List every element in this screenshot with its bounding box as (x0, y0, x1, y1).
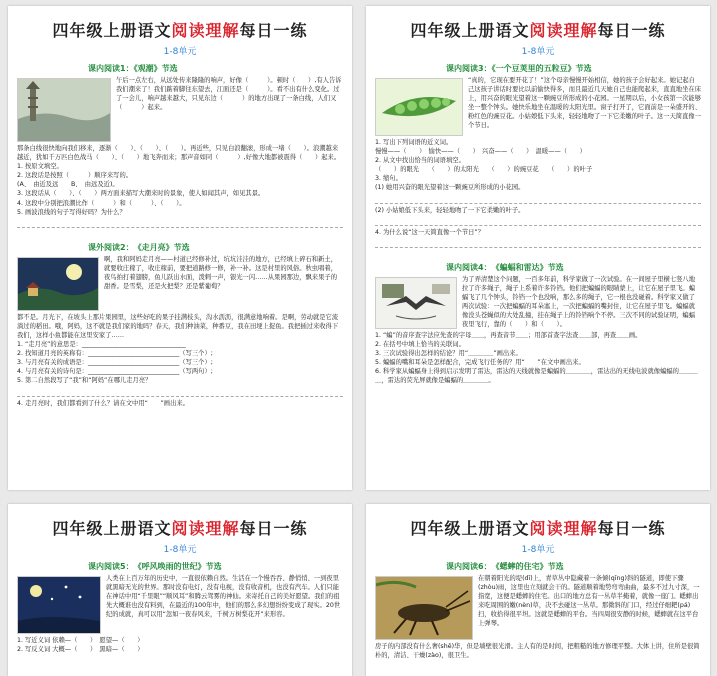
worksheet-page-3: 四年级上册语文阅读理解每日一练 1-8单元 课内阅读5： 《呼风唤雨的世纪》节选 人类在上百万年的历史中，一直很依赖自然。生活在一个慢吞吞、静悄悄、一到夜里就黑暗无光的世界。那时没有电灯，没有电视，没有收音机，也没有汽车。人们只能在神话中用“千里眼”“顺风耳”和腾云驾雾的神仙。来寄托自己的美好愿望。我们的祖先大概谁也没有料到，在最近的100年中，他们的那么多幻想纷纷变成了现实。20世纪的成就，真可以用“忽如一夜春风来，千树万树梨花开”来形容。 1. 写近义词 依赖—（ ） 愿望—（ ） 2. 写反义词 大概—（ ） 黑暗—（ ） (8, 504, 352, 676)
page-title: 四年级上册语文阅读理解每日一练 (52, 519, 308, 538)
unit-label: 1-8单元 (521, 545, 555, 555)
section-heading: 课内阅读3：《一个豆荚里的五粒豆》节选 (446, 64, 592, 73)
worksheet-page-1: 四年级上册语文阅读理解每日一练 1-8单元 课内阅读1：《观潮》节选 午后一点左右，从远处传来隆隆的响声，好像（ ）。顿时（ ）,有人告诉我们潮来了！我们踮着脚往东望去，江面还是（ ）。看不出有什么变化。过了一会儿，响声越来越大，只见东边（ ）的地方出现了一条白线，人们又（ ）起来。 那条白线很快地向我们移来，逐渐（ ）、（ ）、（ ）。再近些，只见白浪翻滚，形成一堵（ ）。浪潮越来越近，犹如千万匹白色战马（ ）、（ ）地飞奔而来；那声音如同（ ）,好像大地都被震得（ ）起来。 1. 按原文填空。 2. 这段话是按照（ ）顺序来写的。 (A、 由近及远 B、 由远及近)。 3. 这段话从（ ）、（ ）两方面来描写大潮来时的景象，使人如闻其声，如见其景。 4. 这段中分别把浪潮比作（ ）和（ ）、（ ）。 5. 画波浪线的句子写得好吗？为什么？ 课外阅读2： 《走月亮》节选 啊，我和阿妈走月亮——村道已经修补过，坑坑洼洼的地方，已经填上碎石和新土，就要收庄稼了，收庄稼前，要把道路修一修，补一补。这是村里的风俗。秋虫唱着，夜鸟拍打着翅膀，鱼儿跃出水面，泼剌一声，银光一闪……从果园那边，飘来果子的甜香。是雪梨，还是火把梨？还是紫葡萄？ 都不是。月光下，在坡头上那片果园里，这些好吃的果子挂满枝头，沟水沥沥，很满意地响着。是啊，劳动就是它流淌过的稻田。哦，阿妈，这不就是我们家的地吗？春天，我们种油菜，种番豆，我在田埂上捉鱼。我把插过来收得下我们，这样小鱼都能在这里安家了…… 1. “走月亮”的意思是：_________________________________ 2. 找知道月亮的英称有：_____________________________（写三个）; 3. 与月亮有关的成语是：_____________________________（写三个）; 4. 与月亮有关的诗句是：_____________________________（写两句）; 5. 第二自然段写了“我”和“阿妈”在哪儿走月亮？ 4. 走月亮时，我们都看到了什么？请在文中用“ ”画出来。 (8, 6, 352, 490)
page-title: 四年级上册语文阅读理解每日一练 (410, 21, 666, 40)
night-sky-picture (17, 576, 101, 634)
section-heading: 课内阅读4： 《蝙蝠和雷达》节选 (446, 262, 564, 272)
answer-line[interactable] (375, 217, 701, 226)
page-title: 四年级上册语文阅读理解每日一练 (410, 519, 666, 538)
moon-village-picture (17, 257, 99, 311)
cricket-picture (375, 576, 473, 640)
tide-photo (17, 78, 111, 142)
unit-label: 1-8单元 (163, 47, 197, 57)
unit-label: 1-8单元 (163, 545, 197, 555)
pea-pod-picture (375, 78, 463, 136)
section-heading: 课内阅读1：《观潮》节选 (88, 64, 178, 73)
page-title: 四年级上册语文阅读理解每日一练 (52, 21, 308, 40)
worksheet-page-4: 四年级上册语文阅读理解每日一练 1-8单元 课内阅读6： 《蟋蟀的住宅》节选 在朝着阳光的堤(dī)上，青草丛中隐藏着一条倾(qīng)斜的隧道，即使下骤(zhòu)雨，这里也立刻就会干的。隧道顺着地势弯弯曲曲，最多不过九寸深，一指宽，这便是蟋蟀的住宅。出口的地方总有一丛草半掩着，就像一座门。蟋蟀出来吃周围的嫩(nèn)草，决不去碰这一丛草。那微斜的门口，经过仔细耙(pá)扫，收拾得很平坦。这就是蟋蟀的平台。当四周很安静的时候，蟋蟀就在这平台上弹琴。 房子的内部没有什么奢(shē)华，但是墙壁很光滑。主人有的是时间，把粗糙的地方修理平整。大体上讲，住所是很简朴的，清洁、干燥(zào)，很卫生。 (366, 504, 710, 676)
bat-radar-picture (375, 277, 457, 329)
section-heading: 课内阅读5： 《呼风唤雨的世纪》节选 (88, 562, 222, 571)
worksheet-page-2: 四年级上册语文阅读理解每日一练 1-8单元 课内阅读3：《一个豆荚里的五粒豆》节选 “真的，它现在要开花了！”这个母亲慢慢开始相信，她的孩子会好起来。她记起自己这孩子讲话时要比以前愉快得多，而且最近几天她自己也能爬起来，直直地坐在床上，用兴奋的眼光望着这一颗豌豆所形成的小花园。一星期以后，小女孩第一次能够坐一整个钟头。她快乐地坐在温暖的太阳光里。窗子打开了，它面前是一朵盛开的、粉红色的豌豆花。小姑娘低下头来，轻轻地吻了一下它柔嫩的叶子。这一天简直像一个节日。 1. 写出下列词语的近义词。 慢慢——（ ） 愉快——（ ） 兴奋——（ ） 温暖——（ ） 2. 从文中找出恰当的词语填空。 （ ）的眼光 （ ）的太阳光 （ ）的豌豆花 （ ）的叶子 3. 缩句。 (1) 她用兴奋的眼光望着这一颗豌豆所形成的小花园。 (2) 小姑娘低下头来，轻轻地吻了一下它柔嫩的叶子。 4. 为什么说“这一天简直像一个节日”？ 课内阅读4： 《蝙蝠和雷达》节选 为了弄清楚这个问题，一百多年前，科学家做了一次试验。在一间屋子里横七竖八地拉了许多绳子，绳子上系着许多铃铛。他们把蝙蝠的眼睛蒙上，让它在屋子里飞。蝙蝠飞了几个钟头，铃铛一个也没响，那么多的绳子，它一根也没碰着。科学家又做了两次试验：一次把蝙蝠的耳朵塞上，一次把蝙蝠的嘴封住，让它在屋子里飞。蝙蝠就像没头苍蝇似的大处乱撞，挂在绳子上的铃铛响个不停。三次不同的试验证明，蝙蝠夜里飞行，靠的（ ）和（ ）。 1. “蝙”的音序查字法应先查的字母＿＿，再查音节＿＿；用部首查字法查＿＿部，再查＿＿画。 2. 在括号中填上恰当的关联词。 3. 三次试验得出怎样的结论？用“＿＿＿＿”画出来。 5. 蝙蝠的嘴和耳朵是怎样配合，完成飞行任务的？用“ ”在文中画出来。 6. 科学家从蝙蝠身上得到启示发明了雷达，雷达的天线就像是蝙蝠的＿＿＿＿，雷达出的无线电波就像蝙蝠的＿＿＿＿，雷达的荧光屏就像是蝙蝠的＿＿＿＿。 (366, 6, 710, 490)
section-heading: 课内阅读6： 《蟋蟀的住宅》节选 (446, 562, 564, 571)
answer-line[interactable] (375, 195, 701, 204)
unit-label: 1-8单元 (521, 47, 555, 57)
section-heading: 课外阅读2： 《走月亮》节选 (88, 242, 190, 252)
answer-line[interactable] (17, 388, 343, 397)
answer-line[interactable] (17, 219, 343, 228)
answer-line[interactable] (375, 239, 701, 248)
